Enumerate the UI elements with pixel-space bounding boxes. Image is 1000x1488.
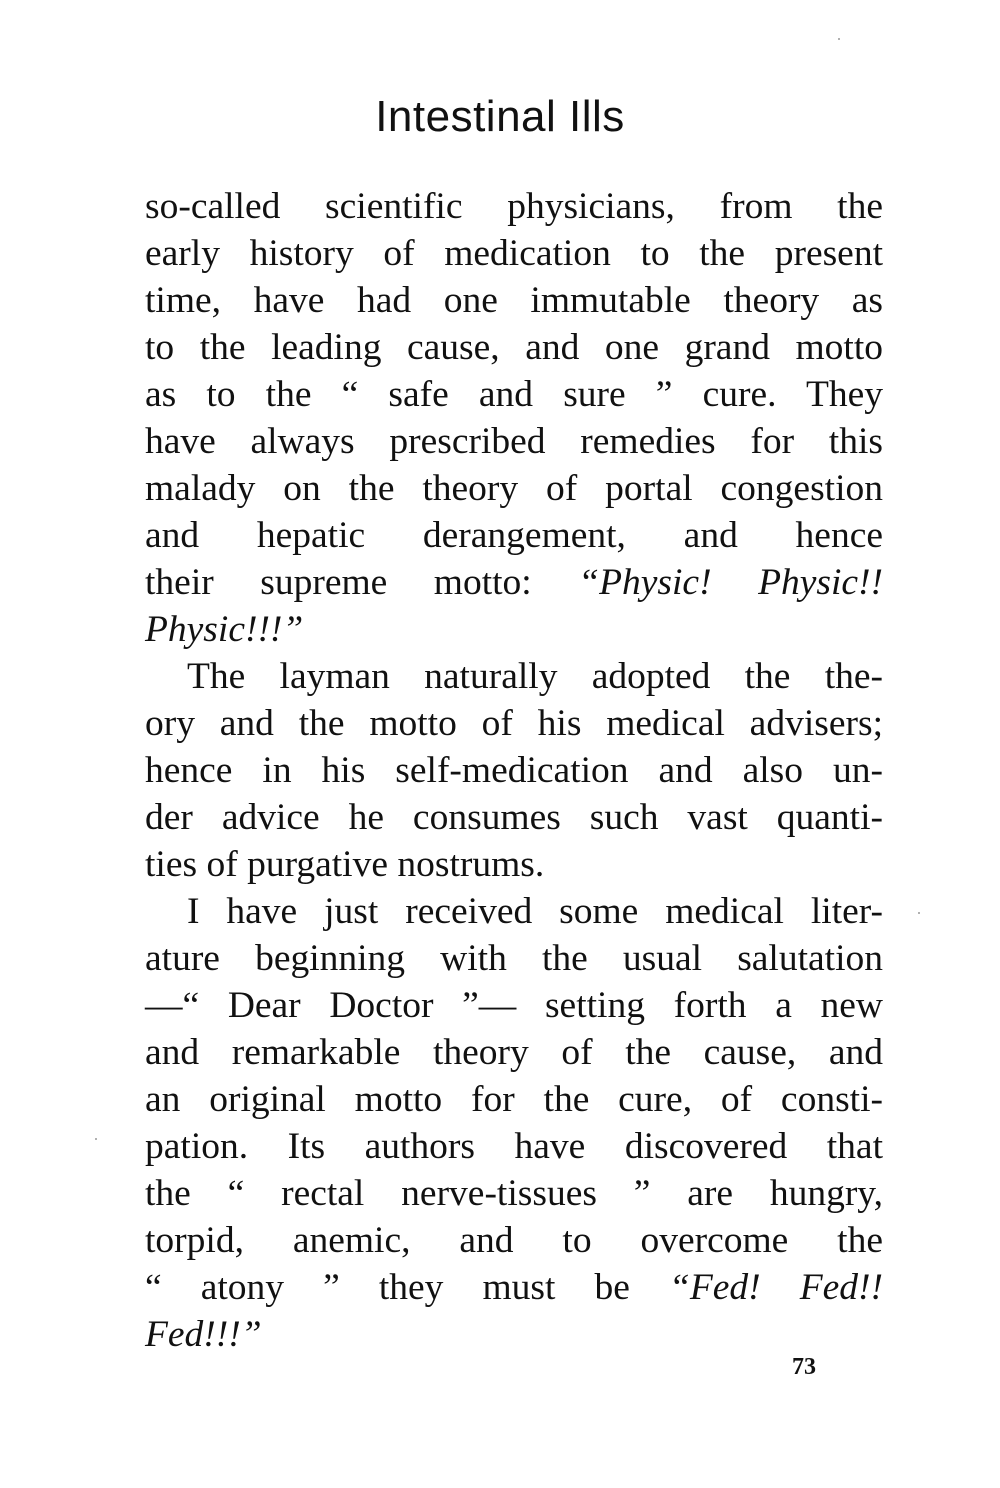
text-line (145, 1264, 883, 1311)
text-line: and hepatic derangement, and hence (145, 515, 883, 556)
text-line: der advice he consumes such vast quanti- (145, 797, 883, 838)
text-line: pation. Its authors have discovered that (145, 1126, 883, 1167)
paragraph-2 (145, 653, 883, 888)
text-line: have always prescribed remedies for this (145, 421, 883, 462)
text-line: ature beginning with the usual salutation (145, 938, 883, 979)
text-line: torpid, anemic, and to overcome the (145, 1220, 883, 1261)
running-head-title: Intestinal Ills (375, 92, 625, 141)
line-prefix: their supreme motto: (145, 562, 579, 603)
motto-italic: Fed!!!” (145, 1314, 262, 1355)
text-line: The layman naturally adopted the the- (187, 656, 883, 697)
text-line (145, 606, 883, 653)
text-line: as to the “ safe and sure ” cure. They (145, 374, 883, 415)
text-line: ory and the motto of his medical advisers; (145, 703, 883, 744)
text-line: to the leading cause, and one grand motto (145, 327, 883, 368)
paper-speck (918, 912, 920, 914)
motto-italic: Physic!!!” (145, 609, 304, 650)
paper-speck (838, 38, 840, 40)
text-line: malady on the theory of portal congestion (145, 468, 883, 509)
text-line: so-called scientific physicians, from the (145, 186, 883, 227)
page-number: 73 (792, 1354, 816, 1380)
motto-italic: “Fed! Fed!! (669, 1267, 884, 1308)
text-line: time, have had one immutable theory as (145, 280, 883, 321)
text-line: hence in his self-medication and also un- (145, 750, 883, 791)
text-line (145, 559, 883, 606)
text-line: —“ Dear Doctor ”— setting forth a new (145, 985, 883, 1026)
text-line: early history of medication to the present (145, 233, 883, 274)
text-line: I have just received some medical liter- (187, 891, 883, 932)
text-line: the “ rectal nerve-tissues ” are hungry, (145, 1173, 883, 1214)
paper-speck (95, 1138, 97, 1140)
text-line: an original motto for the cure, of consti- (145, 1079, 883, 1120)
line-prefix: “ atony ” they must be (145, 1267, 669, 1308)
text-line: and remarkable theory of the cause, and (145, 1032, 883, 1073)
paragraph-3 (145, 888, 883, 1358)
text-line (145, 1311, 883, 1358)
paragraph-1 (145, 183, 883, 653)
body-text (145, 183, 883, 1358)
motto-italic: “Physic! Physic!! (578, 562, 884, 603)
text-line: ties of purgative nostrums. (145, 844, 545, 885)
